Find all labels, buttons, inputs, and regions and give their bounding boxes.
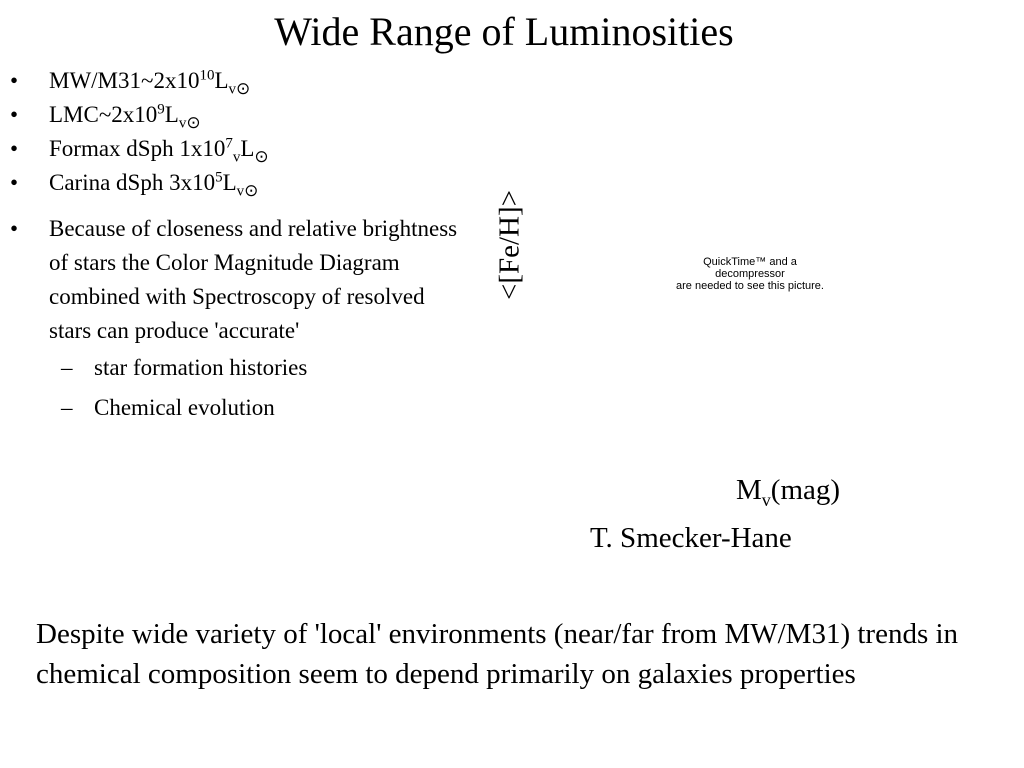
item-unit: L — [222, 170, 237, 195]
bullet-marker: • — [10, 136, 19, 161]
item-exponent: 9 — [157, 101, 165, 118]
missing-picture-placeholder — [630, 256, 870, 292]
summary-text: Despite wide variety of 'local' environments (near/far from MW/M31) trends in chemical composition seem to depend primarily on galaxies properties — [36, 618, 959, 690]
sun-symbol: ⊙ — [254, 147, 269, 166]
bullet-marker: • — [10, 170, 19, 195]
y-axis-text: <[Fe/H]> — [493, 189, 526, 301]
slide-title: Wide Range of Luminosities — [274, 9, 734, 54]
list-item-mw-m31 — [10, 64, 470, 98]
placeholder-line: QuickTime™ and a — [703, 256, 797, 268]
item-text: Because of closeness and relative brightness of stars the Color Magnitude Diagram combined with Spectroscopy of resolved stars can produce 'accurate' — [49, 216, 458, 343]
luminosity-list — [10, 64, 470, 428]
item-unit: L — [164, 102, 179, 127]
x-axis-unit: (mag) — [770, 474, 841, 506]
sub-item-text: star formation histories — [94, 355, 308, 380]
item-unit: L — [240, 136, 255, 161]
list-item-lmc — [10, 98, 470, 132]
placeholder-line: decompressor — [715, 268, 785, 280]
list-item-cmd-spectroscopy — [10, 212, 470, 348]
bullet-marker: • — [10, 102, 19, 127]
sun-symbol: ⊙ — [186, 113, 201, 132]
item-subscript: v — [228, 81, 237, 98]
item-subscript: v — [236, 183, 245, 200]
sub-item-text: Chemical evolution — [94, 395, 275, 420]
sun-symbol: ⊙ — [236, 79, 251, 98]
item-text: Carina dSph 3x10 — [49, 170, 216, 195]
list-item-formax — [10, 132, 470, 166]
sun-symbol: ⊙ — [244, 181, 259, 200]
list-item-carina — [10, 166, 470, 200]
item-subscript: v — [178, 115, 187, 132]
dash-marker: – — [61, 355, 73, 380]
sub-item-chemical-evolution — [10, 388, 470, 428]
x-axis-symbol: M — [736, 474, 762, 506]
bullet-marker: • — [10, 216, 19, 241]
item-exponent: 5 — [215, 169, 223, 186]
bullet-marker: • — [10, 68, 19, 93]
dash-marker: – — [61, 395, 73, 420]
figure-credit: T. Smecker-Hane — [590, 522, 792, 554]
placeholder-line: are needed to see this picture. — [676, 280, 824, 292]
item-subscript: v — [232, 149, 241, 166]
item-text: MW/M31~2x10 — [49, 68, 200, 93]
item-unit: L — [214, 68, 229, 93]
item-exponent: 10 — [199, 67, 215, 84]
item-exponent: 7 — [225, 135, 233, 152]
figure-x-axis-label — [736, 472, 840, 508]
item-text: Formax dSph 1x10 — [49, 136, 226, 161]
sub-item-star-formation — [10, 348, 470, 388]
figure-y-axis-label — [490, 170, 530, 320]
item-text: LMC~2x10 — [49, 102, 158, 127]
x-axis-subscript: v — [761, 489, 771, 510]
